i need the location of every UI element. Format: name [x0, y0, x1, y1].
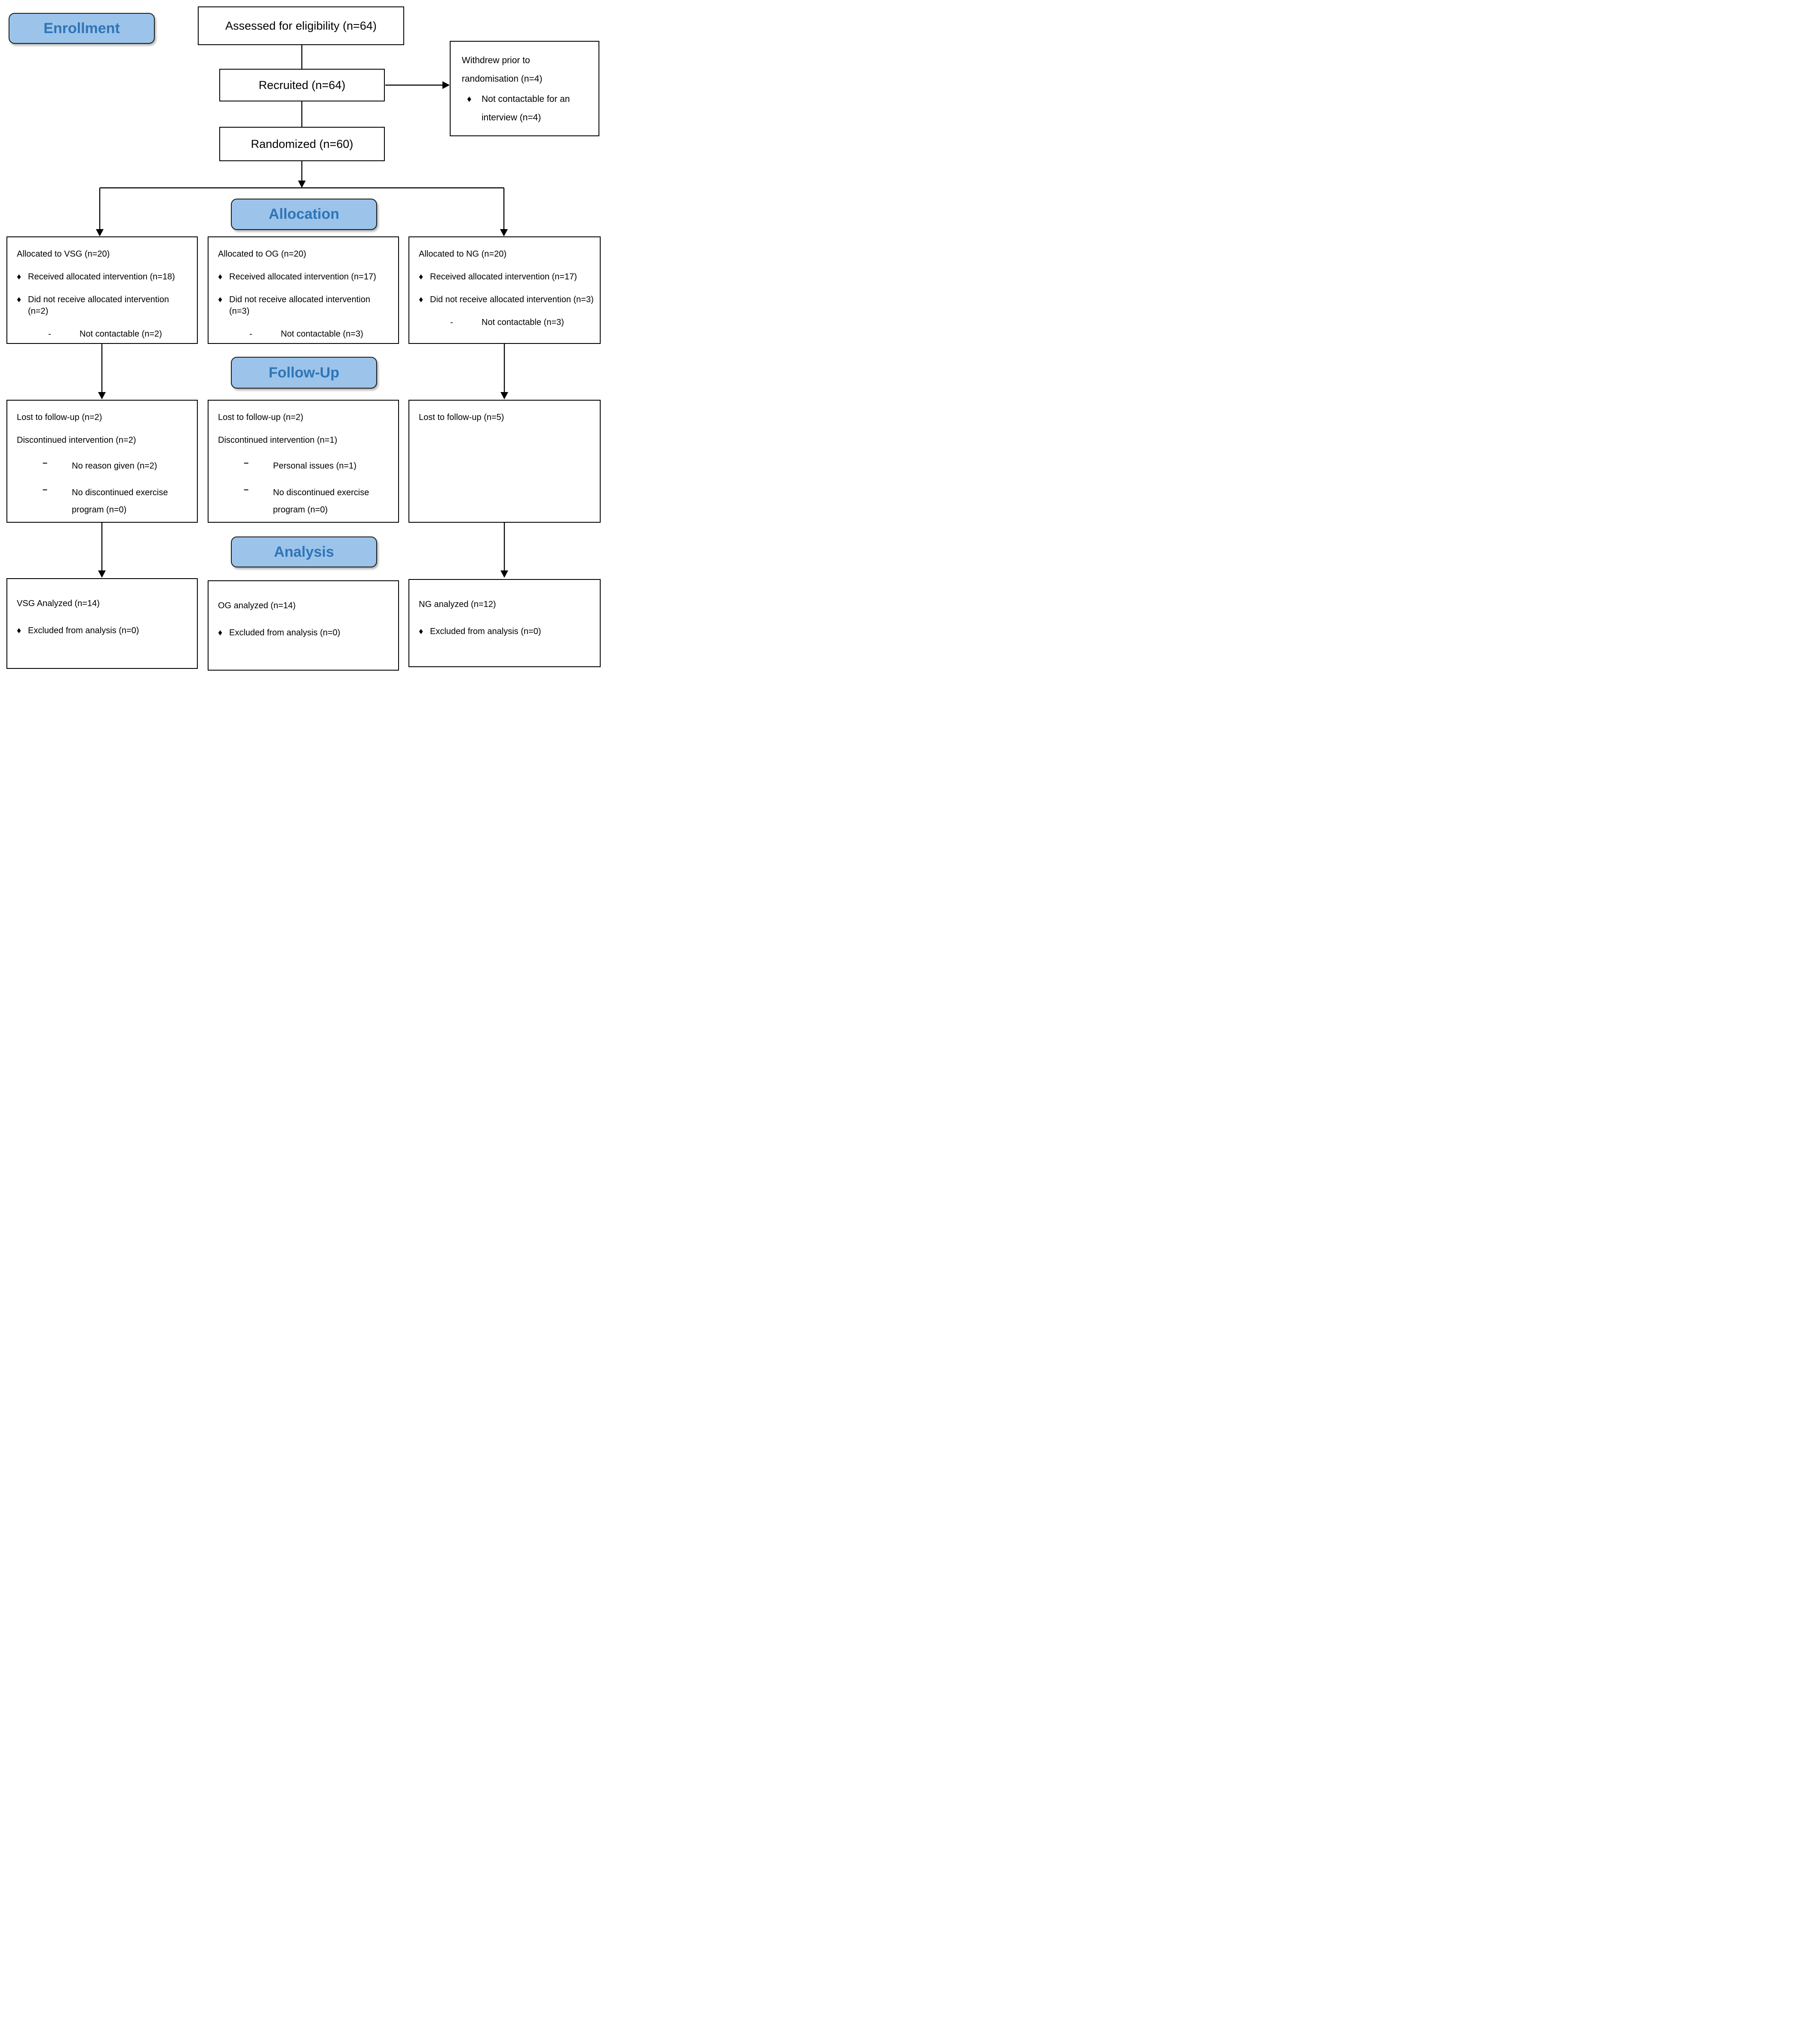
allocation-vsg-not-received: Did not receive allocated intervention (n=2) — [28, 295, 169, 316]
analysis-ng-excluded: Excluded from analysis (n=0) — [430, 627, 541, 636]
dash-bullet-icon: – — [244, 458, 249, 468]
diamond-bullet-icon: ♦ — [419, 295, 424, 304]
allocation-og-title: Allocated to OG (n=20) — [218, 249, 307, 259]
dash-bullet-icon: - — [450, 318, 453, 327]
diamond-bullet-icon: ♦ — [17, 295, 21, 304]
allocation-box-vsg — [6, 236, 198, 344]
allocation-og-received: Received allocated intervention (n=17) — [229, 272, 376, 282]
dash-bullet-icon: - — [249, 329, 252, 339]
diamond-bullet-icon: ♦ — [218, 272, 223, 282]
dash-bullet-icon: – — [43, 458, 48, 468]
dash-bullet-icon: – — [244, 485, 249, 494]
allocation-box-og — [208, 236, 399, 344]
diamond-bullet-icon: ♦ — [419, 272, 424, 282]
section-label-follow-up: Follow-Up — [231, 357, 377, 389]
analysis-box-og — [208, 580, 399, 671]
dash-bullet-icon: - — [48, 329, 51, 339]
diamond-bullet-icon: ♦ — [17, 272, 21, 282]
follow-up-box-vsg — [6, 400, 198, 523]
randomized-text: Randomized (n=60) — [251, 137, 353, 150]
follow-up-box-ng — [408, 400, 601, 523]
follow-up-og-reason1: Personal issues (n=1) — [273, 461, 356, 471]
consort-flow-diagram — [0, 0, 607, 679]
analysis-og-excluded: Excluded from analysis (n=0) — [229, 628, 341, 637]
follow-up-ng-lost: Lost to follow-up (n=5) — [419, 413, 504, 422]
diamond-bullet-icon: ♦ — [218, 295, 223, 304]
analysis-box-ng — [408, 579, 601, 667]
follow-up-vsg-reason2: No discontinued exercise program (n=0) — [72, 488, 168, 515]
diamond-bullet-icon: ♦ — [17, 626, 21, 635]
diamond-bullet-icon: ♦ — [218, 628, 223, 637]
section-label-analysis: Analysis — [231, 536, 377, 567]
analysis-vsg-title: VSG Analyzed (n=14) — [17, 599, 100, 608]
follow-up-og-lost: Lost to follow-up (n=2) — [218, 413, 304, 422]
follow-up-og-discontinued: Discontinued intervention (n=1) — [218, 435, 338, 445]
follow-up-vsg-lost: Lost to follow-up (n=2) — [17, 413, 102, 422]
follow-up-box-og — [208, 400, 399, 523]
diamond-bullet-icon: ♦ — [467, 94, 472, 104]
allocation-ng-received: Received allocated intervention (n=17) — [430, 272, 577, 282]
analysis-og-title: OG analyzed (n=14) — [218, 601, 296, 610]
follow-up-vsg-reason1: No reason given (n=2) — [72, 461, 157, 471]
allocation-box-ng — [408, 236, 601, 344]
randomized-box — [219, 127, 385, 161]
withdrew-title: Withdrew prior to randomisation (n=4) — [462, 55, 543, 84]
allocation-vsg-title: Allocated to VSG (n=20) — [17, 249, 110, 259]
dash-bullet-icon: – — [43, 485, 48, 494]
section-label-enrollment: Enrollment — [9, 13, 155, 44]
recruited-box — [219, 69, 385, 101]
allocation-ng-not-received: Did not receive allocated intervention (n=3) — [430, 295, 594, 304]
allocation-og-not-received: Did not receive allocated intervention (n=3) — [229, 295, 370, 316]
allocation-og-not-contactable: Not contactable (n=3) — [281, 329, 363, 339]
assessed-text: Assessed for eligibility (n=64) — [225, 19, 377, 32]
diamond-bullet-icon: ♦ — [419, 627, 424, 636]
assessed-box — [198, 6, 404, 45]
analysis-ng-title: NG analyzed (n=12) — [419, 600, 496, 609]
allocation-ng-not-contactable: Not contactable (n=3) — [482, 318, 564, 327]
section-label-allocation: Allocation — [231, 199, 377, 230]
analysis-vsg-excluded: Excluded from analysis (n=0) — [28, 626, 139, 635]
allocation-ng-title: Allocated to NG (n=20) — [419, 249, 506, 259]
allocation-vsg-not-contactable: Not contactable (n=2) — [80, 329, 162, 339]
withdrew-box — [450, 41, 599, 136]
follow-up-vsg-discontinued: Discontinued intervention (n=2) — [17, 435, 136, 445]
follow-up-og-reason2: No discontinued exercise program (n=0) — [273, 488, 369, 515]
allocation-vsg-received: Received allocated intervention (n=18) — [28, 272, 175, 282]
analysis-box-vsg — [6, 578, 198, 669]
recruited-text: Recruited (n=64) — [258, 78, 346, 92]
withdrew-bullet-text: Not contactable for an interview (n=4) — [482, 94, 570, 123]
